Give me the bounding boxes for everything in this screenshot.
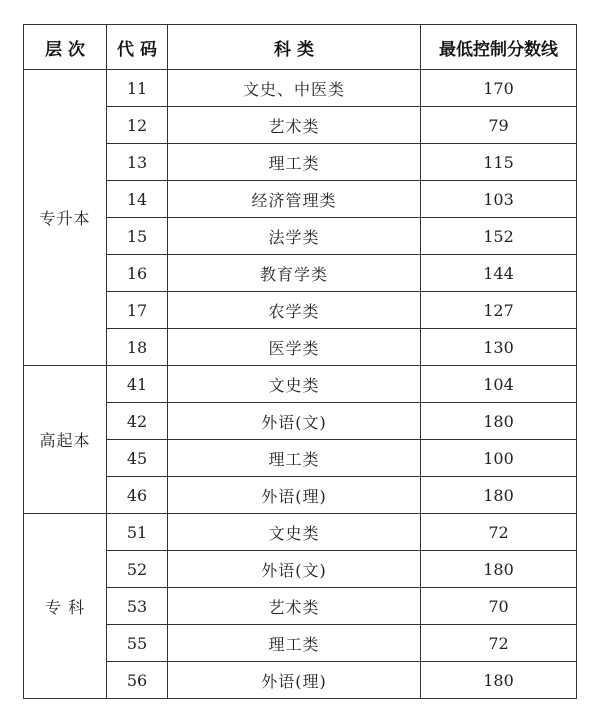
subject-cell: 经济管理类 — [168, 181, 421, 218]
score-cell: 100 — [421, 440, 577, 477]
subject-cell: 艺术类 — [168, 107, 421, 144]
score-cell: 72 — [421, 514, 577, 551]
table-row — [24, 144, 577, 181]
score-table — [23, 24, 577, 699]
header-score: 最低控制分数线 — [421, 25, 577, 70]
score-cell: 130 — [421, 329, 577, 366]
subject-cell: 外语(文) — [168, 551, 421, 588]
code-cell: 56 — [107, 662, 168, 699]
header-level: 层 次 — [24, 25, 107, 70]
level-cell: 专升本 — [24, 70, 107, 366]
score-cell: 72 — [421, 625, 577, 662]
code-cell: 16 — [107, 255, 168, 292]
score-cell: 180 — [421, 662, 577, 699]
code-cell: 53 — [107, 588, 168, 625]
subject-cell: 文史、中医类 — [168, 70, 421, 107]
code-cell: 51 — [107, 514, 168, 551]
code-cell: 45 — [107, 440, 168, 477]
table-row — [24, 514, 577, 551]
table-row — [24, 107, 577, 144]
subject-cell: 艺术类 — [168, 588, 421, 625]
score-cell: 152 — [421, 218, 577, 255]
subject-cell: 外语(理) — [168, 662, 421, 699]
table-row — [24, 292, 577, 329]
table-row — [24, 477, 577, 514]
subject-cell: 理工类 — [168, 625, 421, 662]
code-cell: 55 — [107, 625, 168, 662]
score-cell: 103 — [421, 181, 577, 218]
code-cell: 15 — [107, 218, 168, 255]
subject-cell: 外语(理) — [168, 477, 421, 514]
code-cell: 11 — [107, 70, 168, 107]
subject-cell: 教育学类 — [168, 255, 421, 292]
table-row — [24, 70, 577, 107]
code-cell: 12 — [107, 107, 168, 144]
code-cell: 42 — [107, 403, 168, 440]
score-cell: 104 — [421, 366, 577, 403]
score-cell: 180 — [421, 551, 577, 588]
code-cell: 52 — [107, 551, 168, 588]
table-row — [24, 403, 577, 440]
subject-cell: 文史类 — [168, 366, 421, 403]
subject-cell: 农学类 — [168, 292, 421, 329]
score-cell: 180 — [421, 477, 577, 514]
subject-cell: 文史类 — [168, 514, 421, 551]
header-code: 代 码 — [107, 25, 168, 70]
subject-cell: 法学类 — [168, 218, 421, 255]
table-row — [24, 255, 577, 292]
table-row — [24, 181, 577, 218]
subject-cell: 医学类 — [168, 329, 421, 366]
score-cell: 79 — [421, 107, 577, 144]
table-row — [24, 588, 577, 625]
subject-cell: 理工类 — [168, 440, 421, 477]
score-cell: 70 — [421, 588, 577, 625]
score-cell: 127 — [421, 292, 577, 329]
level-cell: 专 科 — [24, 514, 107, 699]
header-row — [24, 25, 577, 70]
code-cell: 18 — [107, 329, 168, 366]
score-cell: 144 — [421, 255, 577, 292]
table-row — [24, 551, 577, 588]
code-cell: 14 — [107, 181, 168, 218]
code-cell: 13 — [107, 144, 168, 181]
score-cell: 170 — [421, 70, 577, 107]
table-row — [24, 625, 577, 662]
table-row — [24, 329, 577, 366]
header-subject: 科 类 — [168, 25, 421, 70]
level-cell: 高起本 — [24, 366, 107, 514]
code-cell: 46 — [107, 477, 168, 514]
subject-cell: 外语(文) — [168, 403, 421, 440]
code-cell: 41 — [107, 366, 168, 403]
table-row — [24, 366, 577, 403]
score-cell: 115 — [421, 144, 577, 181]
code-cell: 17 — [107, 292, 168, 329]
table-row — [24, 218, 577, 255]
score-cell: 180 — [421, 403, 577, 440]
subject-cell: 理工类 — [168, 144, 421, 181]
table-row — [24, 662, 577, 699]
table-row — [24, 440, 577, 477]
